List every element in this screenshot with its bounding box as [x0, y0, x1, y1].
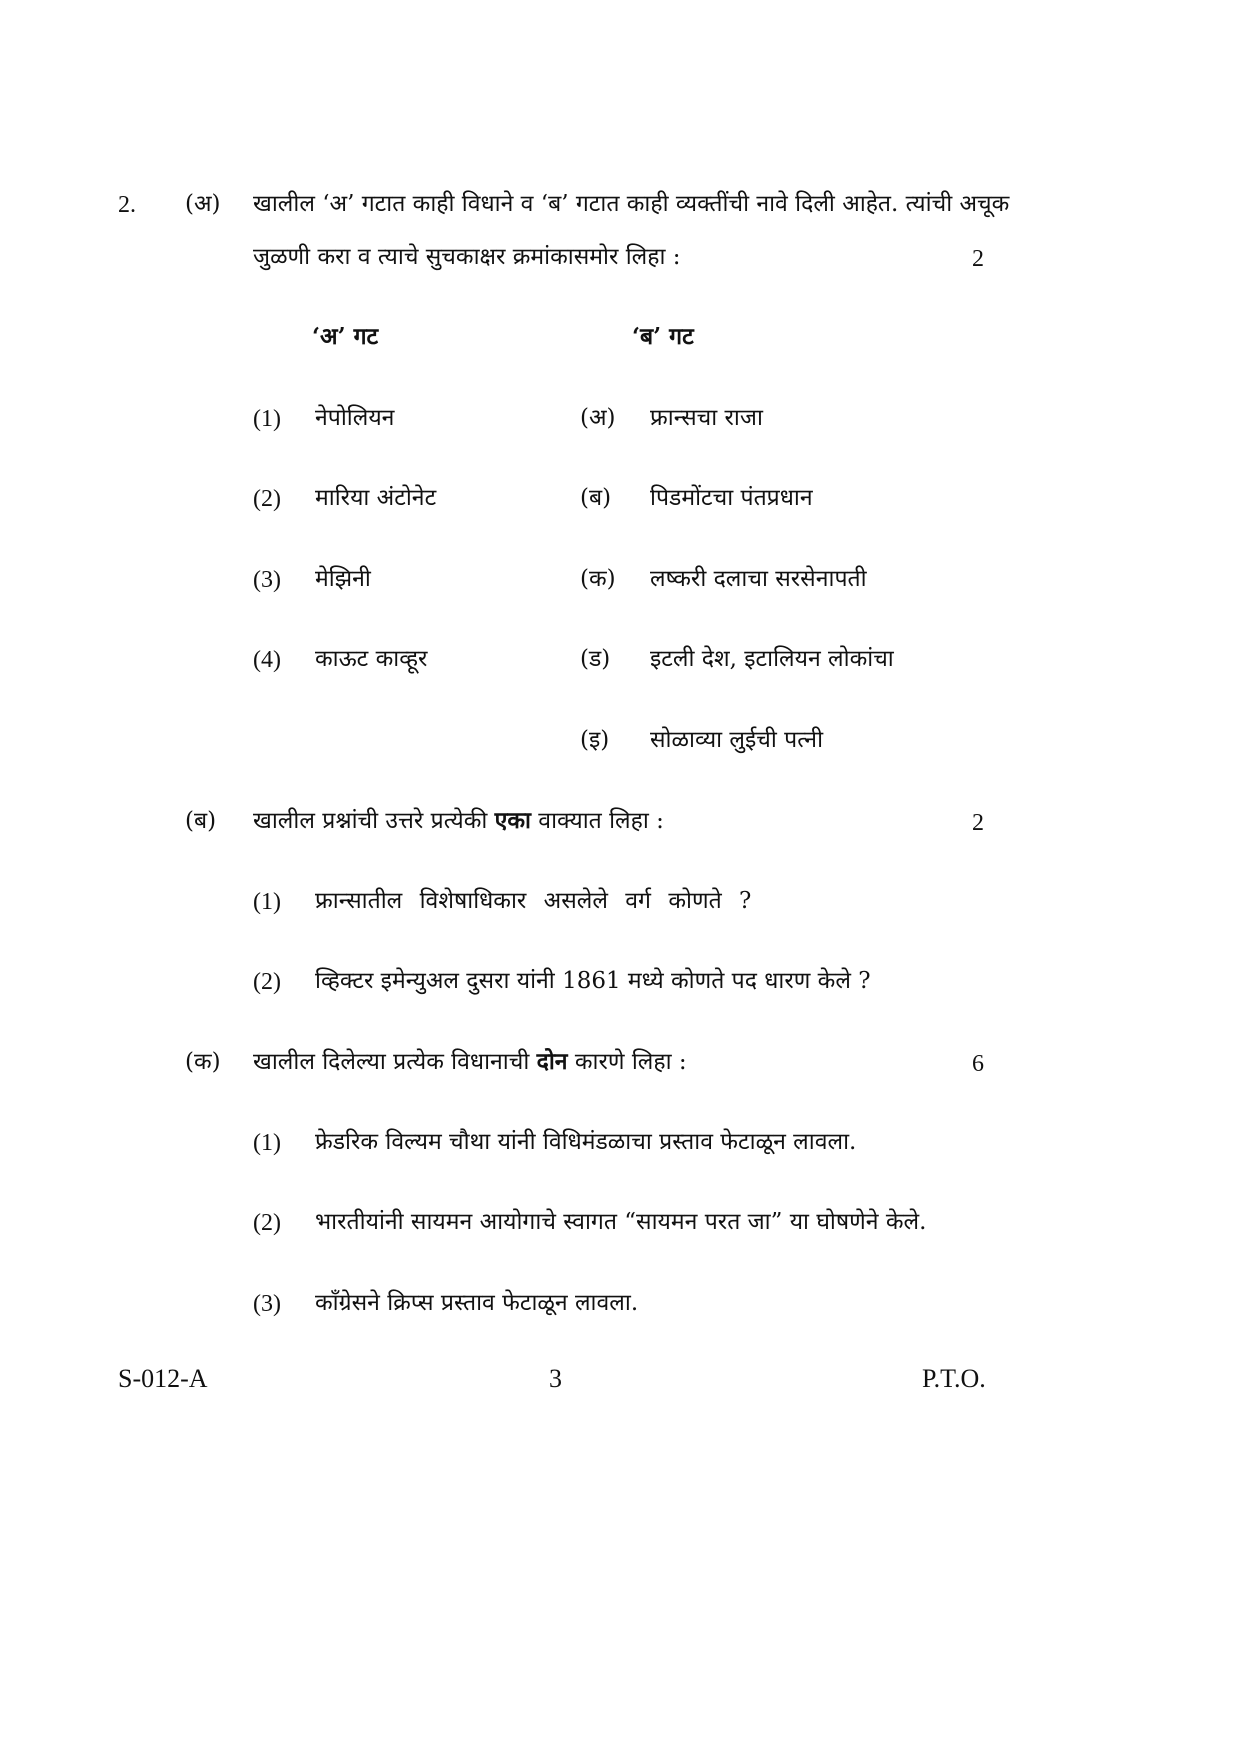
question-number: 2.	[118, 192, 136, 218]
group-a-header: ‘अ’ गट	[312, 323, 379, 350]
subquestion-c-item-text: फ्रेडरिक विल्यम चौथा यांनी विधिमंडळाचा प्रस्ताव फेटाळून लावला.	[315, 1129, 857, 1155]
group-b-item-text: लष्करी दलाचा सरसेनापती	[650, 566, 867, 592]
group-b-item-text: पिडमोंटचा पंतप्रधान	[650, 485, 813, 511]
group-a-item-text: मेझिनी	[315, 566, 371, 592]
footer-code: S-012-A	[118, 1364, 208, 1393]
subquestion-c-item-text: भारतीयांनी सायमन आयोगाचे स्वागत “सायमन परत जा” या घोषणेने केले.	[315, 1209, 927, 1235]
group-a-item-text: नेपोलियन	[315, 405, 395, 431]
group-b-item-no: (ड)	[580, 646, 611, 672]
group-a-item-no: (4)	[253, 647, 281, 673]
group-a-item-text: काऊट काव्हूर	[315, 646, 428, 672]
group-b-item-no: (अ)	[580, 405, 616, 431]
subquestion-b-item-no: (1)	[253, 889, 281, 915]
group-b-item-no: (क)	[580, 566, 616, 592]
subquestion-c-item-text: काँग्रेसने क्रिप्स प्रस्ताव फेटाळून लावला.	[315, 1290, 639, 1316]
subquestion-c-label: (क)	[185, 1049, 221, 1075]
group-b-item-text: इटली देश, इटालियन लोकांचा	[650, 646, 894, 672]
subquestion-c-item-no: (1)	[253, 1130, 281, 1156]
group-b-item-no: (ब)	[580, 485, 612, 511]
subquestion-b-marks: 2	[972, 810, 984, 836]
subquestion-b-item-text: फ्रान्सातील विशेषाधिकार असलेले वर्ग कोणते ?	[315, 888, 752, 914]
subquestion-a-marks: 2	[972, 246, 984, 272]
subquestion-c-marks: 6	[972, 1051, 984, 1077]
subquestion-b-instruction: खालील प्रश्नांची उत्तरे प्रत्येकी एका वाक्यात लिहा :	[253, 807, 664, 834]
subquestion-c-item-no: (2)	[253, 1210, 281, 1236]
subquestion-a-label: (अ)	[185, 191, 221, 217]
group-a-item-text: मारिया अंटोनेट	[315, 485, 437, 511]
subquestion-c-instruction: खालील दिलेल्या प्रत्येक विधानाची दोन कारणे लिहा :	[253, 1048, 687, 1075]
group-a-item-no: (1)	[253, 406, 281, 432]
group-a-item-no: (2)	[253, 486, 281, 512]
subquestion-a-line1: खालील ‘अ’ गटात काही विधाने व ‘ब’ गटात काही व्यक्तींची नावे दिली आहेत. त्यांची अचूक	[253, 191, 1010, 217]
footer-page-number: 3	[549, 1364, 562, 1393]
subquestion-b-item-no: (2)	[253, 969, 281, 995]
subquestion-c-item-no: (3)	[253, 1291, 281, 1317]
group-b-item-text: सोळाव्या लुईची पत्नी	[650, 727, 824, 753]
group-b-item-no: (इ)	[580, 727, 610, 753]
subquestion-b-label: (ब)	[185, 808, 217, 834]
group-b-item-text: फ्रान्सचा राजा	[650, 405, 763, 431]
group-b-header: ‘ब’ गट	[632, 323, 694, 350]
group-a-item-no: (3)	[253, 567, 281, 593]
subquestion-b-item-text: व्हिक्टर इमेन्युअल दुसरा यांनी 1861 मध्ये कोणते पद धारण केले ?	[315, 968, 871, 994]
footer-pto: P.T.O.	[922, 1364, 986, 1393]
subquestion-a-line2: जुळणी करा व त्याचे सुचकाक्षर क्रमांकासमोर लिहा :	[253, 244, 681, 270]
